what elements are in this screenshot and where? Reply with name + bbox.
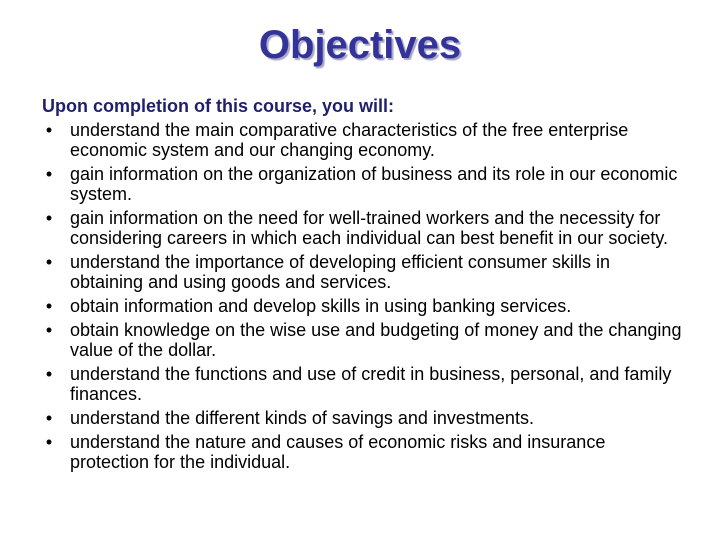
- objective-item: [42, 252, 682, 292]
- objective-text: gain information on the organization of business and its role in our economic system.: [70, 164, 678, 204]
- objective-item: [42, 320, 682, 360]
- objectives-list: [42, 120, 682, 472]
- bullet-icon: •: [45, 208, 53, 228]
- bullet-icon: •: [45, 364, 53, 384]
- objective-text: obtain information and develop skills in using banking services.: [70, 296, 572, 316]
- objective-text: gain information on the need for well-trained workers and the necessity for considering careers in which each individual can best benefit in our society.: [70, 208, 668, 248]
- objective-text: understand the importance of developing efficient consumer skills in obtaining and using goods and services.: [70, 252, 610, 292]
- bullet-icon: •: [45, 252, 53, 272]
- slide-body: [42, 96, 682, 476]
- bullet-icon: •: [45, 432, 53, 452]
- objective-item: [42, 120, 682, 160]
- slide-title: Objectives: [258, 23, 462, 67]
- bullet-icon: •: [45, 164, 53, 184]
- objective-item: [42, 296, 682, 316]
- objective-item: [42, 408, 682, 428]
- bullet-icon: •: [45, 296, 53, 316]
- objective-text: obtain knowledge on the wise use and budgeting of money and the changing value of the dollar.: [70, 320, 682, 360]
- bullet-icon: •: [45, 320, 53, 340]
- objective-text: understand the nature and causes of economic risks and insurance protection for the individual.: [70, 432, 606, 472]
- bullet-icon: •: [45, 408, 53, 428]
- objective-item: [42, 164, 682, 204]
- objective-item: [42, 364, 682, 404]
- bullet-icon: •: [45, 120, 53, 140]
- objective-text: understand the different kinds of savings and investments.: [70, 408, 534, 428]
- intro-text: Upon completion of this course, you will:: [42, 96, 395, 116]
- objective-item: [42, 208, 682, 248]
- objective-text: understand the main comparative characteristics of the free enterprise economic system and our changing economy.: [70, 120, 629, 160]
- objective-item: [42, 432, 682, 472]
- objective-text: understand the functions and use of credit in business, personal, and family finances.: [70, 364, 672, 404]
